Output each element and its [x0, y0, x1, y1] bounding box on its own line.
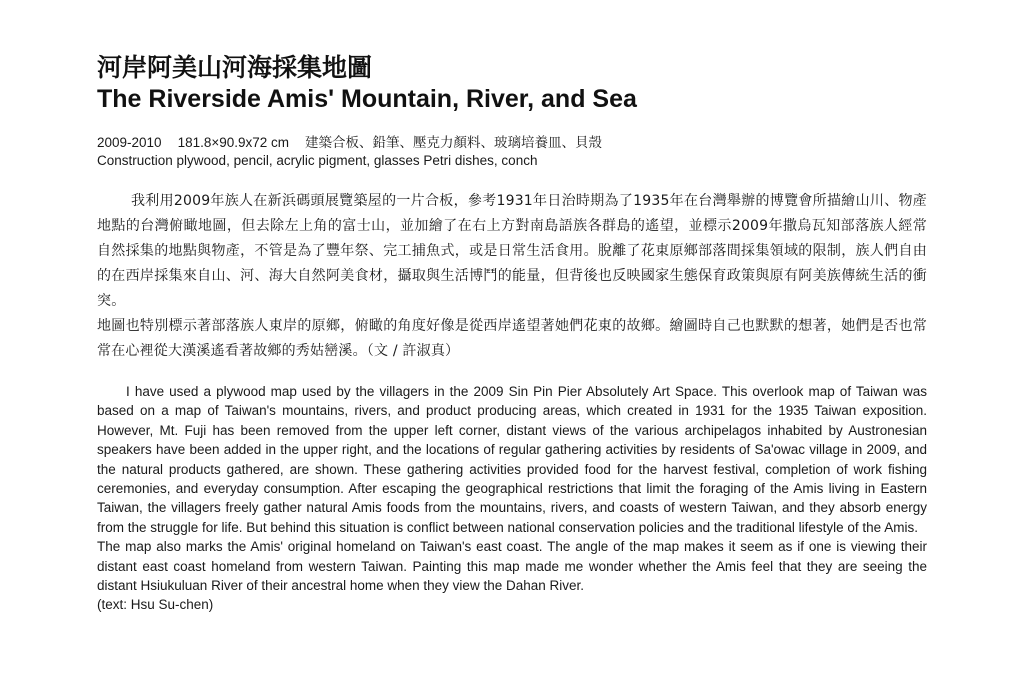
description-zh-paragraph-2: 地圖也特別標示著部落族人東岸的原鄉，俯瞰的角度好像是從西岸遙望著她們花東的故鄉。繪圖時自己也默默的想著，她們是否也常常在心裡從大漢溪遙看著故鄉的秀姑巒溪。（文 / 許淑真）: [97, 318, 927, 359]
artwork-meta: [97, 134, 927, 170]
description-chinese: [97, 189, 927, 364]
meta-materials-zh: 建築合板、鉛筆、壓克力顏料、玻璃培養皿、貝殼: [305, 135, 603, 150]
meta-materials-en: Construction plywood, pencil, acrylic pigment, glasses Petri dishes, conch: [97, 153, 538, 168]
description-english: [97, 382, 927, 615]
description-zh-paragraph-1: 我利用2009年族人在新浜碼頭展覽築屋的一片合板，參考1931年日治時期為了1935年在台灣舉辦的博覽會所描繪山川、物產地點的台灣俯瞰地圖，但去除左上角的富士山，並加繪了在右上方對南島語族各群島的遙望，並標示2009年撒烏瓦知部落族人經常自然採集的地點與物產，不管是為了豐年祭、完工捕魚式，或是日常生活食用。脫離了花東原鄉部落間採集領域的限制，族人們自由的在西岸採集來自山、河、海大自然阿美食材，攝取與生活博鬥的能量，但背後也反映國家生態保育政策與原有阿美族傳統生活的衝突。: [97, 193, 927, 309]
title-chinese: 河岸阿美山河海採集地圖: [97, 53, 373, 82]
meta-dimensions: 181.8×90.9x72 cm: [177, 135, 290, 150]
meta-line-en: [97, 152, 927, 170]
description-en-paragraph-2: The map also marks the Amis' original homeland on Taiwan's east coast. The angle of the map makes it seem as if one is viewing their distant east coast homeland from western Taiwan. Painting this map made me wonder whether the Amis feel that they are seeing the distant Hsiukuluan River of their ancestral home when they view the Dahan River.: [97, 539, 927, 594]
meta-years: 2009-2010: [97, 135, 162, 150]
document-page: [97, 52, 927, 615]
description-en-paragraph-1: I have used a plywood map used by the villagers in the 2009 Sin Pin Pier Absolutely Art Space. This overlook map of Taiwan was based on a map of Taiwan's mountains, rivers, and product producing areas, which created in 1931 for the 1935 Taiwan exposition. However, Mt. Fuji has been removed from the upper left corner, distant views of the various archipelagos inhabited by Austronesian speakers have been added in the upper right, and the locations of regular gathering activities by residents of Sa'owac village in 2009, and the natural products gathered, are shown. These gathering activities provided food for the harvest festival, completion of work fishing ceremonies, and everyday consumption. After escaping the geographical restrictions that limit the foraging of the Amis living in Eastern Taiwan, the villagers freely gather natural Amis foods from the mountains, rivers, and coasts of western Taiwan, and they absorb energy from the struggle for life. But behind this situation is conflict between national conservation policies and the traditional lifestyle of the Amis.: [97, 384, 927, 535]
title-english: The Riverside Amis' Mountain, River, and Sea: [97, 85, 637, 113]
text-credit: (text: Hsu Su-chen): [97, 597, 214, 613]
meta-line-zh: [97, 134, 927, 152]
